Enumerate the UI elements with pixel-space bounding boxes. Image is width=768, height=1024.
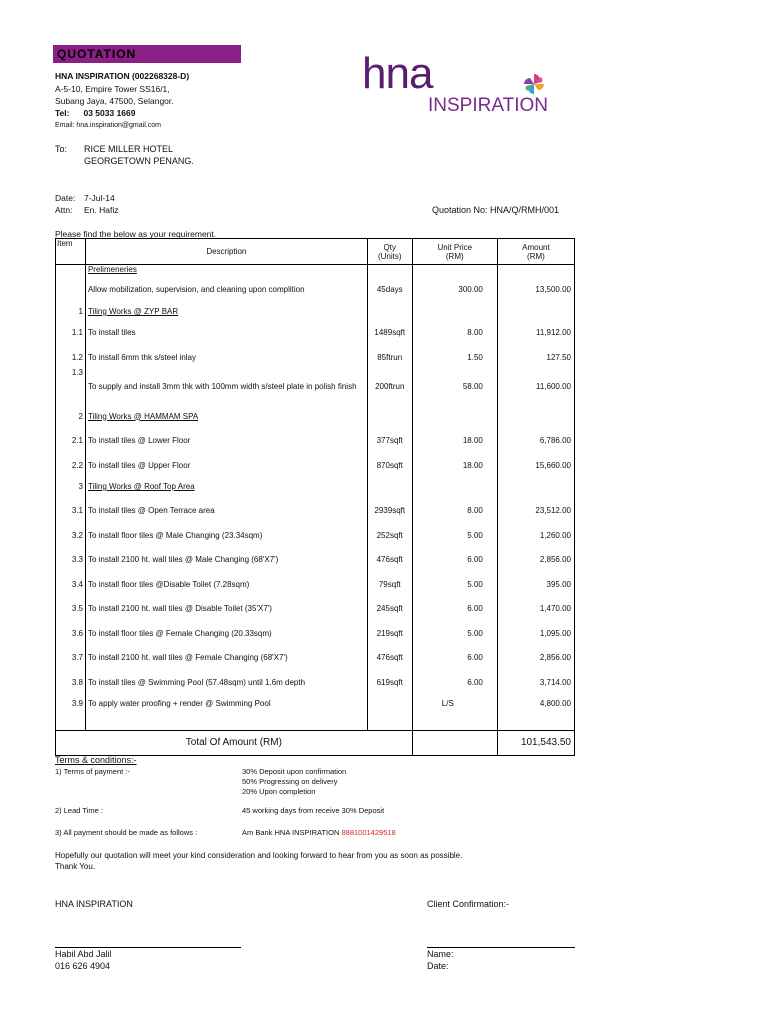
row-unit-price: 18.00 <box>412 454 497 476</box>
to-label: To: <box>55 144 68 154</box>
terms-payment-1: 30% Deposit upon confirmation <box>242 767 347 776</box>
table-row <box>56 573 575 595</box>
row-quantity <box>367 265 412 275</box>
closing-message: Hopefully our quotation will meet your kind consideration and looking forward to hear from you as soon as possible. <box>55 851 463 860</box>
row-description: To install tiles @ Upper Floor <box>85 454 367 476</box>
table-row <box>56 595 575 622</box>
row-item-number: 2.1 <box>56 427 86 454</box>
row-quantity: 377sqft <box>367 427 412 454</box>
row-unit-price: 5.00 <box>412 524 497 546</box>
attn-label: Attn: <box>55 205 73 215</box>
signer-name: Habil Abd Jalil <box>55 949 112 959</box>
row-unit-price: 8.00 <box>412 319 497 346</box>
bank-account-number: 8881001429518 <box>341 828 396 837</box>
table-row <box>56 693 575 714</box>
row-item-number: 3.2 <box>56 524 86 546</box>
closing-thanks: Thank You. <box>55 862 96 871</box>
row-item-number: 3 <box>56 476 86 497</box>
company-address-2: Subang Jaya, 47500, Selangor. <box>55 96 174 106</box>
table-row <box>56 524 575 546</box>
date-value: 7-Jul-14 <box>84 193 115 203</box>
row-quantity <box>367 304 412 319</box>
row-amount: 2,856.00 <box>497 546 574 573</box>
header-unit-price: Unit Price (RM) <box>412 239 497 265</box>
row-quantity <box>367 693 412 714</box>
row-item-number <box>56 274 86 304</box>
row-quantity: 1489sqft <box>367 319 412 346</box>
table-row <box>56 368 575 405</box>
row-description: To install 6mm thk s/steel inlay <box>85 346 367 368</box>
pinwheel-icon <box>522 72 546 96</box>
header-amount: Amount (RM) <box>497 239 574 265</box>
row-quantity: 200ftrun <box>367 368 412 405</box>
signer-phone: 016 626 4904 <box>55 961 111 971</box>
row-item-number: 3.8 <box>56 671 86 693</box>
company-address-1: A-5-10, Empire Tower SS16/1, <box>55 84 170 94</box>
row-quantity <box>367 405 412 427</box>
to-line-1: RICE MILLER HOTEL <box>84 144 174 154</box>
row-description: To install floor tiles @ Male Changing (23.34sqm) <box>85 524 367 546</box>
quotation-banner <box>53 45 241 63</box>
row-quantity <box>367 476 412 497</box>
signoff-company: HNA INSPIRATION <box>55 899 133 909</box>
table-row <box>56 622 575 644</box>
row-description: Prelimeneries <box>85 265 367 275</box>
row-item-number: 3.1 <box>56 497 86 524</box>
row-amount <box>497 405 574 427</box>
row-description: To apply water proofing + render @ Swimming Pool <box>85 693 367 714</box>
row-item-number: 2.2 <box>56 454 86 476</box>
row-quantity: 252sqft <box>367 524 412 546</box>
quotation-table <box>55 238 575 756</box>
row-item-number: 1 <box>56 304 86 319</box>
client-confirmation-label: Client Confirmation:- <box>427 899 510 909</box>
row-quantity: 619sqft <box>367 671 412 693</box>
row-amount <box>497 476 574 497</box>
row-description: Allow mobilization, supervision, and cleaning upon complition <box>85 274 367 304</box>
total-label: Total Of Amount (RM) <box>56 730 413 755</box>
company-logo <box>362 49 562 122</box>
to-line-2: GEORGETOWN PENANG. <box>84 156 194 166</box>
header-item: Item <box>56 239 86 265</box>
table-row <box>56 304 575 319</box>
row-description: Tiling Works @ Roof Top Area <box>85 476 367 497</box>
client-name-label: Name: <box>427 949 454 959</box>
quotation-number: Quotation No: HNA/Q/RMH/001 <box>432 205 560 215</box>
row-unit-price <box>412 405 497 427</box>
row-description: To install floor tiles @ Female Changing (20.33sqm) <box>85 622 367 644</box>
terms-payment-label: 1) Terms of payment :- <box>55 767 130 776</box>
row-amount: 23,512.00 <box>497 497 574 524</box>
row-unit-price: 1.50 <box>412 346 497 368</box>
row-description: To install 2100 ht. wall tiles @ Male Changing (68'X7') <box>85 546 367 573</box>
table-row <box>56 274 575 304</box>
table-row <box>56 644 575 671</box>
intro-text: Please find the below as your requirement. <box>55 229 217 239</box>
date-label: Date: <box>55 193 76 203</box>
row-description: To install 2100 ht. wall tiles @ Disable Toilet (35'X7') <box>85 595 367 622</box>
row-unit-price: 5.00 <box>412 622 497 644</box>
row-amount: 2,856.00 <box>497 644 574 671</box>
table-spacer-row <box>56 714 575 730</box>
row-unit-price: 6.00 <box>412 595 497 622</box>
attn-value: En. Hafiz <box>84 205 119 215</box>
table-row <box>56 427 575 454</box>
quotation-title: QUOTATION <box>57 47 137 61</box>
row-description: To install tiles @ Lower Floor <box>85 427 367 454</box>
row-item-number: 1.1 <box>56 319 86 346</box>
logo-text-hna: hna <box>362 49 433 98</box>
client-date-label: Date: <box>427 961 449 971</box>
row-item-number: 1.2 <box>56 346 86 368</box>
table-row <box>56 546 575 573</box>
table-row <box>56 497 575 524</box>
table-row <box>56 265 575 275</box>
row-item-number: 3.5 <box>56 595 86 622</box>
header-description: Description <box>85 239 367 265</box>
row-amount: 4,800.00 <box>497 693 574 714</box>
row-amount: 1,095.00 <box>497 622 574 644</box>
terms-lead-value: 45 working days from receive 30% Deposit <box>242 806 385 815</box>
logo-text-inspiration: INSPIRATION <box>428 95 548 116</box>
row-amount: 11,912.00 <box>497 319 574 346</box>
row-amount: 395.00 <box>497 573 574 595</box>
row-unit-price: 6.00 <box>412 546 497 573</box>
terms-title: Terms & conditions:- <box>55 755 137 765</box>
row-description: To supply and install 3mm thk with 100mm width s/steel plate in polish finish <box>85 368 367 405</box>
row-unit-price: 6.00 <box>412 671 497 693</box>
row-amount: 15,660.00 <box>497 454 574 476</box>
row-description: To install tiles <box>85 319 367 346</box>
row-item-number: 2 <box>56 405 86 427</box>
total-row <box>56 730 575 755</box>
terms-payment-3: 20% Upon completion <box>242 787 316 796</box>
row-amount: 1,470.00 <box>497 595 574 622</box>
terms-lead-label: 2) Lead Time : <box>55 806 103 815</box>
row-description: To install tiles @ Open Terrace area <box>85 497 367 524</box>
row-item-number: 3.7 <box>56 644 86 671</box>
row-unit-price <box>412 304 497 319</box>
row-amount: 1,260.00 <box>497 524 574 546</box>
table-row <box>56 671 575 693</box>
company-email: Email: hna.inspiration@gmail.com <box>55 122 161 129</box>
company-name: HNA INSPIRATION (002268328-D) <box>55 71 190 81</box>
total-empty-cell <box>412 730 497 755</box>
row-quantity: 79sqft <box>367 573 412 595</box>
row-quantity: 2939sqft <box>367 497 412 524</box>
row-unit-price: 58.00 <box>412 368 497 405</box>
row-amount: 11,600.00 <box>497 368 574 405</box>
row-unit-price: 300.00 <box>412 274 497 304</box>
row-amount: 13,500.00 <box>497 274 574 304</box>
row-item-number <box>56 265 86 275</box>
row-amount <box>497 265 574 275</box>
row-quantity: 870sqft <box>367 454 412 476</box>
row-quantity: 85ftrun <box>367 346 412 368</box>
table-row <box>56 454 575 476</box>
terms-payment-instructions-label: 3) All payment should be made as follows : <box>55 828 198 837</box>
row-quantity: 45days <box>367 274 412 304</box>
row-unit-price: 6.00 <box>412 644 497 671</box>
table-row <box>56 476 575 497</box>
table-row <box>56 405 575 427</box>
row-quantity: 476sqft <box>367 546 412 573</box>
row-item-number: 1.3 <box>56 368 86 405</box>
row-unit-price: 8.00 <box>412 497 497 524</box>
terms-payment-2: 50% Progressing on delivery <box>242 777 338 786</box>
row-item-number: 3.3 <box>56 546 86 573</box>
row-item-number: 3.6 <box>56 622 86 644</box>
table-header <box>56 239 575 265</box>
row-description: Tiling Works @ ZYP BAR <box>85 304 367 319</box>
header-qty: Qty (Units) <box>367 239 412 265</box>
row-item-number: 3.9 <box>56 693 86 714</box>
table-row <box>56 346 575 368</box>
row-unit-price: 18.00 <box>412 427 497 454</box>
row-quantity: 476sqft <box>367 644 412 671</box>
row-description: To install 2100 ht. wall tiles @ Female Changing (68'X7') <box>85 644 367 671</box>
row-unit-price <box>412 265 497 275</box>
company-tel: Tel: 03 5033 1669 <box>55 108 136 118</box>
row-unit-price: L/S <box>412 693 497 714</box>
row-unit-price: 5.00 <box>412 573 497 595</box>
row-item-number: 3.4 <box>56 573 86 595</box>
row-description: Tiling Works @ HAMMAM SPA <box>85 405 367 427</box>
row-amount <box>497 304 574 319</box>
row-unit-price <box>412 476 497 497</box>
row-quantity: 219sqft <box>367 622 412 644</box>
row-quantity: 245sqft <box>367 595 412 622</box>
row-amount: 3,714.00 <box>497 671 574 693</box>
row-description: To install tiles @ Swimming Pool (57.48sqm) until 1.6m depth <box>85 671 367 693</box>
signature-line-client <box>427 947 575 948</box>
total-amount: 101,543.50 <box>497 730 574 755</box>
row-description: To install floor tiles @Disable Toilet (7.28sqm) <box>85 573 367 595</box>
signature-line-company <box>55 947 241 948</box>
table-row <box>56 319 575 346</box>
terms-bank: Am Bank HNA INSPIRATION 8881001429518 <box>242 828 396 837</box>
row-amount: 127.50 <box>497 346 574 368</box>
row-amount: 6,786.00 <box>497 427 574 454</box>
